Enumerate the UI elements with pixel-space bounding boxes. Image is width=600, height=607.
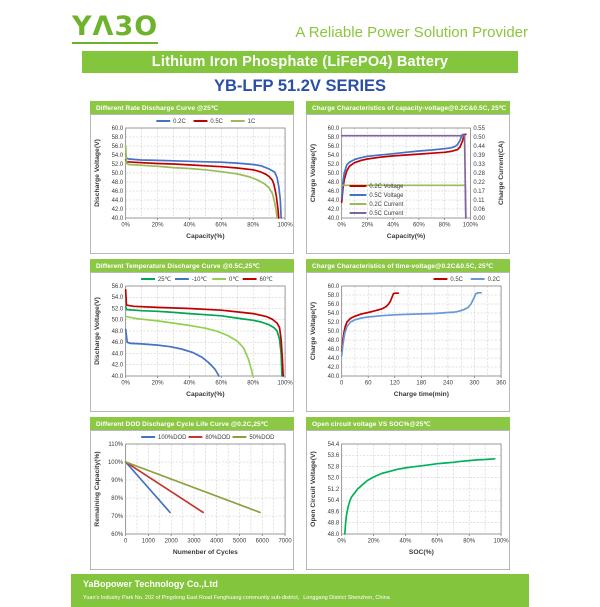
svg-text:42.0: 42.0 <box>111 362 124 369</box>
svg-text:0.00: 0.00 <box>473 215 485 223</box>
svg-text:3000: 3000 <box>187 538 201 545</box>
svg-text:50.0: 50.0 <box>327 170 340 178</box>
svg-text:60.0: 60.0 <box>111 125 124 133</box>
svg-text:58.0: 58.0 <box>111 134 124 142</box>
svg-text:80%: 80% <box>463 538 476 545</box>
svg-text:0.2C: 0.2C <box>173 119 186 126</box>
svg-text:0℃: 0℃ <box>229 277 240 284</box>
chart-panel-rate-discharge <box>90 101 294 254</box>
svg-text:56.0: 56.0 <box>111 143 124 151</box>
svg-text:48.8: 48.8 <box>327 520 340 527</box>
svg-text:52.0: 52.0 <box>327 475 340 482</box>
svg-text:48.0: 48.0 <box>111 179 124 187</box>
svg-text:52.8: 52.8 <box>327 464 340 471</box>
svg-text:48.0: 48.0 <box>111 328 124 336</box>
svg-text:51.2: 51.2 <box>327 486 340 494</box>
svg-text:70%: 70% <box>111 513 124 521</box>
svg-text:40%: 40% <box>399 538 412 545</box>
svg-text:100%DOD: 100%DOD <box>158 435 187 442</box>
svg-text:46.0: 46.0 <box>111 188 124 196</box>
svg-text:40.0: 40.0 <box>327 215 340 223</box>
svg-text:240: 240 <box>442 380 453 387</box>
svg-text:40.0: 40.0 <box>327 373 340 381</box>
svg-text:-10℃: -10℃ <box>191 277 208 284</box>
page-footer <box>71 574 529 607</box>
svg-text:56.0: 56.0 <box>327 143 340 151</box>
company-name: YaBopower Technology Co.,Ltd <box>83 579 218 589</box>
svg-text:0.17: 0.17 <box>473 188 485 196</box>
svg-text:100%: 100% <box>277 222 293 229</box>
svg-text:0.5C: 0.5C <box>450 277 463 284</box>
svg-text:60.0: 60.0 <box>327 283 340 291</box>
svg-text:40%: 40% <box>183 222 196 229</box>
svg-text:80%: 80% <box>438 222 451 229</box>
svg-text:180: 180 <box>416 380 427 387</box>
svg-text:90%: 90% <box>111 477 124 485</box>
svg-text:0: 0 <box>124 538 128 545</box>
svg-text:0.2C Voltage: 0.2C Voltage <box>369 184 404 191</box>
svg-text:20%: 20% <box>367 538 380 545</box>
svg-text:60%: 60% <box>431 538 444 545</box>
svg-text:0.50: 0.50 <box>473 134 485 142</box>
svg-text:49.6: 49.6 <box>327 509 340 516</box>
svg-text:0%: 0% <box>337 538 346 545</box>
series-title: YB-LFP 51.2V SERIES <box>213 77 387 95</box>
svg-text:360: 360 <box>496 380 507 387</box>
svg-text:100%: 100% <box>462 222 478 229</box>
svg-text:Capacity(%): Capacity(%) <box>386 232 426 241</box>
svg-text:46.0: 46.0 <box>327 346 340 354</box>
svg-text:52.0: 52.0 <box>111 306 124 313</box>
svg-text:42.0: 42.0 <box>327 364 340 372</box>
chart-canvas <box>90 114 294 254</box>
svg-text:54.0: 54.0 <box>327 152 340 160</box>
svg-text:40.0: 40.0 <box>111 373 124 381</box>
svg-text:1000: 1000 <box>141 538 156 545</box>
svg-text:Discharge Voltage(V): Discharge Voltage(V) <box>93 297 101 365</box>
svg-text:Numenber of Cycles: Numenber of Cycles <box>172 548 238 557</box>
svg-text:48.0: 48.0 <box>327 179 340 187</box>
svg-text:44.0: 44.0 <box>327 197 340 205</box>
svg-text:0.22: 0.22 <box>473 179 485 187</box>
svg-text:60%: 60% <box>215 380 228 387</box>
company-address: Yuan's Industry Park No. 202 of Pingdong East Road Fenghuang community sub-district，Longgang District Shenzhen, China <box>83 595 390 601</box>
charts-grid <box>90 101 510 570</box>
svg-text:54.0: 54.0 <box>111 295 124 302</box>
chart-title: Charge Characteristics of capacity-voltage@0.2C&0.5C, 25℃ <box>306 101 510 114</box>
svg-text:0.39: 0.39 <box>473 152 485 160</box>
svg-text:0%: 0% <box>337 222 346 229</box>
svg-text:60℃: 60℃ <box>259 277 273 284</box>
svg-text:80%DOD: 80%DOD <box>205 435 231 442</box>
svg-text:50%DOD: 50%DOD <box>249 435 275 442</box>
svg-text:60%: 60% <box>215 222 228 229</box>
svg-text:5000: 5000 <box>232 538 247 545</box>
svg-text:110%: 110% <box>108 441 124 449</box>
svg-text:Charge Voltage(V): Charge Voltage(V) <box>309 301 317 361</box>
svg-text:40%: 40% <box>183 380 196 387</box>
svg-text:56.0: 56.0 <box>327 301 340 309</box>
product-banner: Lithium Iron Phosphate (LiFePO4) Battery <box>82 51 518 73</box>
svg-text:54.4: 54.4 <box>327 441 340 449</box>
svg-text:0.2C: 0.2C <box>487 277 501 284</box>
svg-text:20%: 20% <box>151 222 164 229</box>
svg-text:56.0: 56.0 <box>111 283 124 291</box>
chart-svg <box>91 115 293 253</box>
page-header <box>72 0 528 44</box>
svg-text:Charge Current(CA): Charge Current(CA) <box>498 140 506 206</box>
chart-svg <box>91 273 293 411</box>
svg-text:SOC(%): SOC(%) <box>408 548 434 557</box>
svg-text:0.5C Current: 0.5C Current <box>369 211 404 218</box>
svg-text:0.33: 0.33 <box>473 161 485 169</box>
brand-logo: YΛ3O <box>72 11 159 42</box>
chart-svg <box>91 431 293 569</box>
svg-text:2000: 2000 <box>164 538 178 545</box>
svg-text:50.0: 50.0 <box>327 328 340 336</box>
svg-text:0.11: 0.11 <box>473 197 485 205</box>
chart-panel-dod-cycle-life <box>90 417 294 570</box>
svg-text:60%: 60% <box>412 222 425 229</box>
svg-text:58.0: 58.0 <box>327 292 340 300</box>
svg-text:48.0: 48.0 <box>327 531 340 539</box>
chart-canvas <box>306 430 510 570</box>
svg-text:44.0: 44.0 <box>327 355 340 363</box>
svg-text:46.0: 46.0 <box>327 188 340 196</box>
svg-text:0.06: 0.06 <box>473 206 485 214</box>
svg-text:Capacity(%): Capacity(%) <box>186 390 225 399</box>
svg-text:0%: 0% <box>121 380 130 387</box>
chart-svg <box>307 115 509 253</box>
svg-text:1C: 1C <box>247 119 256 126</box>
chart-panel-charge-time-voltage <box>306 259 510 412</box>
chart-panel-temperature-discharge <box>90 259 294 412</box>
svg-text:7000: 7000 <box>278 538 292 545</box>
svg-text:100%: 100% <box>277 380 293 387</box>
svg-text:54.0: 54.0 <box>111 152 124 160</box>
svg-text:52.0: 52.0 <box>111 161 124 169</box>
svg-text:52.0: 52.0 <box>327 161 340 169</box>
svg-text:4000: 4000 <box>210 538 224 545</box>
chart-title: Different Rate Discharge Curve @25℃ <box>90 101 294 114</box>
svg-text:80%: 80% <box>247 222 260 229</box>
svg-text:0.44: 0.44 <box>473 143 485 151</box>
svg-text:50.4: 50.4 <box>327 498 340 505</box>
svg-text:60%: 60% <box>111 531 124 539</box>
svg-text:80%: 80% <box>111 495 124 503</box>
chart-title: Different DOD Discharge Cycle Life Curve @0.2C,25℃ <box>90 417 294 430</box>
svg-text:50.0: 50.0 <box>111 317 124 324</box>
chart-svg <box>307 431 509 569</box>
brand-tagline: A Reliable Power Solution Provider <box>295 24 528 41</box>
svg-text:Charge time(min): Charge time(min) <box>393 390 449 399</box>
svg-text:44.0: 44.0 <box>111 197 124 205</box>
svg-text:50.0: 50.0 <box>111 170 124 178</box>
svg-text:40.0: 40.0 <box>111 215 124 223</box>
svg-text:48.0: 48.0 <box>327 337 340 345</box>
svg-text:60: 60 <box>364 380 372 387</box>
svg-text:58.0: 58.0 <box>327 134 340 142</box>
chart-title: Different Temperature Discharge Curve @0.5C,25℃ <box>90 259 294 272</box>
svg-text:60.0: 60.0 <box>327 125 340 133</box>
svg-text:80%: 80% <box>247 380 260 387</box>
chart-svg <box>307 273 509 411</box>
svg-text:0%: 0% <box>121 222 130 229</box>
svg-text:52.0: 52.0 <box>327 319 340 327</box>
svg-text:42.0: 42.0 <box>327 206 340 214</box>
svg-text:6000: 6000 <box>255 538 269 545</box>
chart-panel-charge-capacity-voltage <box>306 101 510 254</box>
svg-text:20%: 20% <box>151 380 164 387</box>
svg-text:42.0: 42.0 <box>111 206 124 214</box>
svg-text:0.2C Current: 0.2C Current <box>369 202 404 209</box>
svg-text:40%: 40% <box>387 222 400 229</box>
svg-text:Remaining Capacity(%): Remaining Capacity(%) <box>93 451 101 527</box>
chart-canvas <box>90 430 294 570</box>
svg-text:20%: 20% <box>361 222 374 229</box>
svg-text:0.55: 0.55 <box>473 125 485 133</box>
svg-text:120: 120 <box>389 380 400 387</box>
chart-canvas <box>306 114 510 254</box>
svg-text:Discharge Voltage(V): Discharge Voltage(V) <box>93 139 101 207</box>
svg-text:0.5C: 0.5C <box>210 119 223 126</box>
chart-canvas <box>90 272 294 412</box>
chart-title: Open circuit voltage VS SOC%@25℃ <box>306 417 510 430</box>
svg-text:0.5C Voltage: 0.5C Voltage <box>369 193 404 200</box>
svg-text:0.28: 0.28 <box>473 170 485 178</box>
svg-text:Capacity(%): Capacity(%) <box>186 232 225 241</box>
chart-panel-ocv-soc <box>306 417 510 570</box>
svg-text:44.0: 44.0 <box>111 351 124 358</box>
svg-text:54.0: 54.0 <box>327 310 340 318</box>
svg-text:25℃: 25℃ <box>157 277 172 284</box>
svg-text:0: 0 <box>340 380 344 387</box>
svg-text:46.0: 46.0 <box>111 340 124 347</box>
svg-text:Open Circuit Voltage(V): Open Circuit Voltage(V) <box>309 451 317 527</box>
svg-text:100%: 100% <box>107 459 124 467</box>
chart-canvas <box>306 272 510 412</box>
svg-text:53.6: 53.6 <box>327 453 340 460</box>
svg-text:100%: 100% <box>493 538 509 545</box>
chart-title: Charge Characteristics of time-voltage@0.2C&0.5C, 25℃ <box>306 259 510 272</box>
svg-text:Charge Voltage(V): Charge Voltage(V) <box>309 143 317 203</box>
svg-text:300: 300 <box>469 380 480 387</box>
